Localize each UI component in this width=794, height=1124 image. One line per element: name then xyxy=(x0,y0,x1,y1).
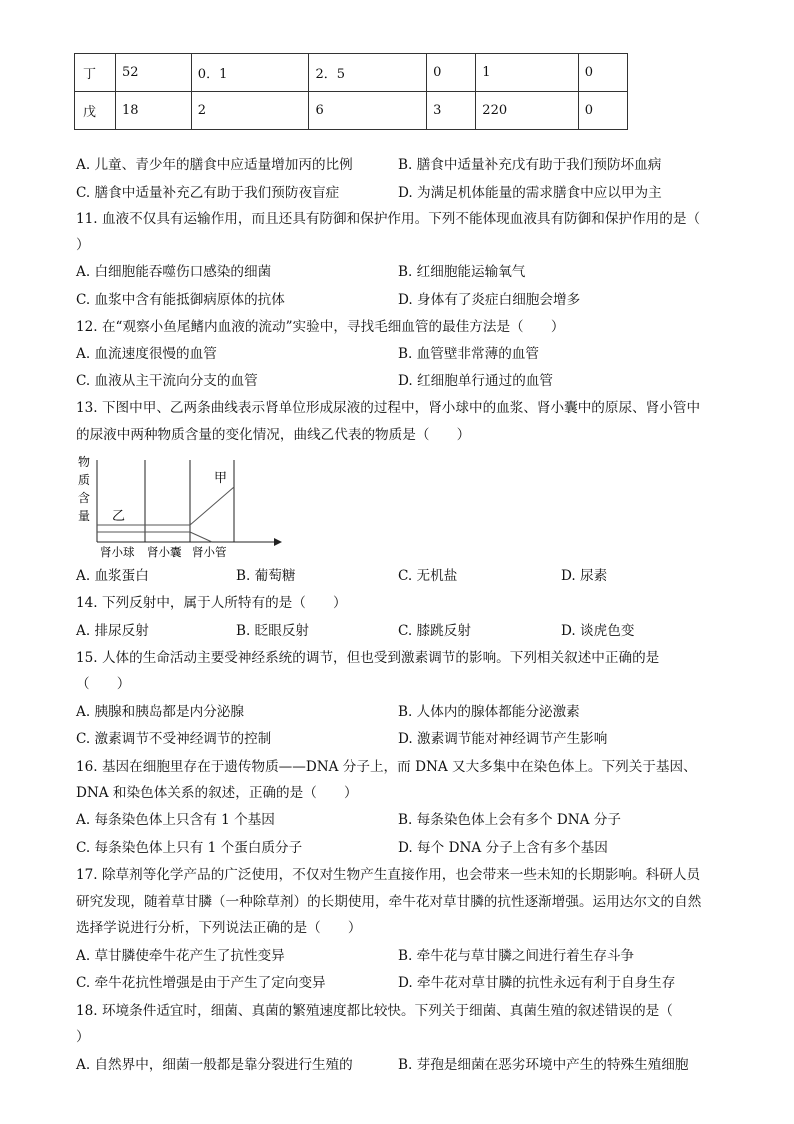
q15-option-b: B. 人体内的腺体都能分泌激素 xyxy=(398,704,580,720)
q11-stem: 11. 血液不仅具有运输作用，而且还具有防御和保护作用。下列不能体现血液具有防御和保护作用的是（ xyxy=(76,211,701,227)
q18-stem: 18. 环境条件适宜时，细菌、真菌的繁殖速度都比较快。下列关于细菌、真菌生殖的叙述错误的是（ xyxy=(76,1003,673,1019)
q14-option-c: C. 膝跳反射 xyxy=(398,623,471,639)
q16-option-c: C. 每条染色体上只有 1 个蛋白质分子 xyxy=(76,840,303,856)
table-cell: 0．1 xyxy=(191,54,309,92)
q16-stem-cont: DNA 和染色体关系的叙述，正确的是（ ） xyxy=(76,785,358,801)
q17-option-c: C. 牵牛花抗性增强是由于产生了定向变异 xyxy=(76,975,326,991)
x-category-1: 肾小球 xyxy=(100,545,135,559)
q10-option-c: C. 膳食中适量补充乙有助于我们预防夜盲症 xyxy=(76,185,340,201)
table-cell: 6 xyxy=(309,92,427,130)
table-row xyxy=(75,54,628,92)
q18-option-a: A. 自然界中，细菌一般都是靠分裂进行生殖的 xyxy=(76,1057,353,1073)
q10-option-b: B. 膳食中适量补充戊有助于我们预防坏血病 xyxy=(398,157,662,173)
nutrient-table xyxy=(74,53,628,130)
q10-option-d: D. 为满足机体能量的需求膳食中应以甲为主 xyxy=(398,185,662,201)
table-cell: 2 xyxy=(191,92,309,130)
table-cell: 220 xyxy=(476,92,578,130)
table-cell: 0 xyxy=(578,92,627,130)
series-yi-label: 乙 xyxy=(112,509,126,524)
q15-option-c: C. 激素调节不受神经调节的控制 xyxy=(76,731,272,747)
q12-option-a: A. 血流速度很慢的血管 xyxy=(76,346,217,362)
row-label-cell: 丁 xyxy=(75,54,116,92)
q17-stem: 17. 除草剂等化学产品的广泛使用，不仅对生物产生直接作用，也会带来一些未知的长期影响。科研人员 xyxy=(76,867,701,883)
q18-option-b: B. 芽孢是细菌在恶劣环境中产生的特殊生殖细胞 xyxy=(398,1057,689,1073)
q15-option-a: A. 胰腺和胰岛都是内分泌腺 xyxy=(76,704,244,720)
table-cell: 2．5 xyxy=(309,54,427,92)
row-label-cell: 戊 xyxy=(75,92,116,130)
q11-option-c: C. 血浆中含有能抵御病原体的抗体 xyxy=(76,292,285,308)
q12-option-d: D. 红细胞单行通过的血管 xyxy=(398,373,553,389)
q17-option-b: B. 牵牛花与草甘膦之间进行着生存斗争 xyxy=(398,948,635,964)
table-row xyxy=(75,92,628,130)
x-category-2: 肾小囊 xyxy=(147,545,182,559)
y-label-char-2: 质 xyxy=(78,473,91,487)
table-cell: 0 xyxy=(427,54,476,92)
table-cell: 1 xyxy=(476,54,578,92)
table-cell: 18 xyxy=(116,92,192,130)
q12-option-c: C. 血液从主干流向分支的血管 xyxy=(76,373,258,389)
q16-option-a: A. 每条染色体上只含有 1 个基因 xyxy=(76,812,275,828)
y-label-char-3: 含 xyxy=(78,491,91,505)
q14-option-a: A. 排尿反射 xyxy=(76,623,149,639)
q14-stem: 14. 下列反射中，属于人所特有的是（ ） xyxy=(76,595,347,611)
table-cell: 52 xyxy=(116,54,192,92)
table-cell: 0 xyxy=(578,54,627,92)
q12-stem: 12. 在“观察小鱼尾鳍内血液的流动”实验中，寻找毛细血管的最佳方法是（ ） xyxy=(76,319,565,335)
q15-stem: 15. 人体的生命活动主要受神经系统的调节，但也受到激素调节的影响。下列相关叙述中正确的是 xyxy=(76,650,660,666)
q12-option-b: B. 血管壁非常薄的血管 xyxy=(398,346,539,362)
x-category-3: 肾小管 xyxy=(192,545,227,559)
q17-option-d: D. 牵牛花对草甘膦的抗性永远有利于自身生存 xyxy=(398,975,676,991)
series-jia-rise xyxy=(190,487,234,525)
q16-option-b: B. 每条染色体上会有多个 DNA 分子 xyxy=(398,812,622,828)
q15-stem-cont: （ ） xyxy=(76,676,131,692)
q11-stem-cont: ） xyxy=(76,237,90,253)
y-label-char-1: 物 xyxy=(78,455,91,469)
x-axis-arrow xyxy=(274,538,282,546)
q17-stem-cont1: 研究发现，随着草甘膦（一种除草剂）的长期使用，牵牛花对草甘膦的抗性逐渐增强。运用达尔文的自然 xyxy=(76,894,702,910)
q17-stem-cont2: 选择学说进行分析，下列说法正确的是（ ） xyxy=(76,920,362,936)
q13-stem-cont: 的尿液中两种物质含量的变化情况，曲线乙代表的物质是（ ） xyxy=(76,427,471,443)
q14-option-d: D. 谈虎色变 xyxy=(561,623,635,639)
q13-option-b: B. 葡萄糖 xyxy=(236,568,296,584)
q13-option-d: D. 尿素 xyxy=(561,568,608,584)
q13-stem: 13. 下图中甲、乙两条曲线表示肾单位形成尿液的过程中，肾小球中的血浆、肾小囊中的原尿、肾小管中 xyxy=(76,400,701,416)
q16-stem: 16. 基因在细胞里存在于遗传物质——DNA 分子上，而 DNA 又大多集中在染色体上。下列关于基因、 xyxy=(76,759,697,775)
q17-option-a: A. 草甘膦使牵牛花产生了抗性变异 xyxy=(76,948,285,964)
series-yi-drop xyxy=(190,532,212,542)
q16-option-d: D. 每个 DNA 分子上含有多个基因 xyxy=(398,840,608,856)
table-cell: 3 xyxy=(427,92,476,130)
q11-option-a: A. 白细胞能吞噬伤口感染的细菌 xyxy=(76,264,272,280)
q18-stem-cont: ） xyxy=(76,1029,90,1045)
q13-option-a: A. 血浆蛋白 xyxy=(76,568,149,584)
series-jia-label: 甲 xyxy=(214,471,228,486)
q10-option-a: A. 儿童、青少年的膳食中应适量增加丙的比例 xyxy=(76,157,353,173)
q11-option-d: D. 身体有了炎症白细胞会增多 xyxy=(398,292,581,308)
q11-option-b: B. 红细胞能运输氧气 xyxy=(398,264,526,280)
q13-option-c: C. 无机盐 xyxy=(398,568,458,584)
q14-option-b: B. 眨眼反射 xyxy=(236,623,310,639)
y-label-char-4: 量 xyxy=(78,509,91,523)
kidney-substance-chart xyxy=(70,452,285,562)
q15-option-d: D. 激素调节能对神经调节产生影响 xyxy=(398,731,608,747)
